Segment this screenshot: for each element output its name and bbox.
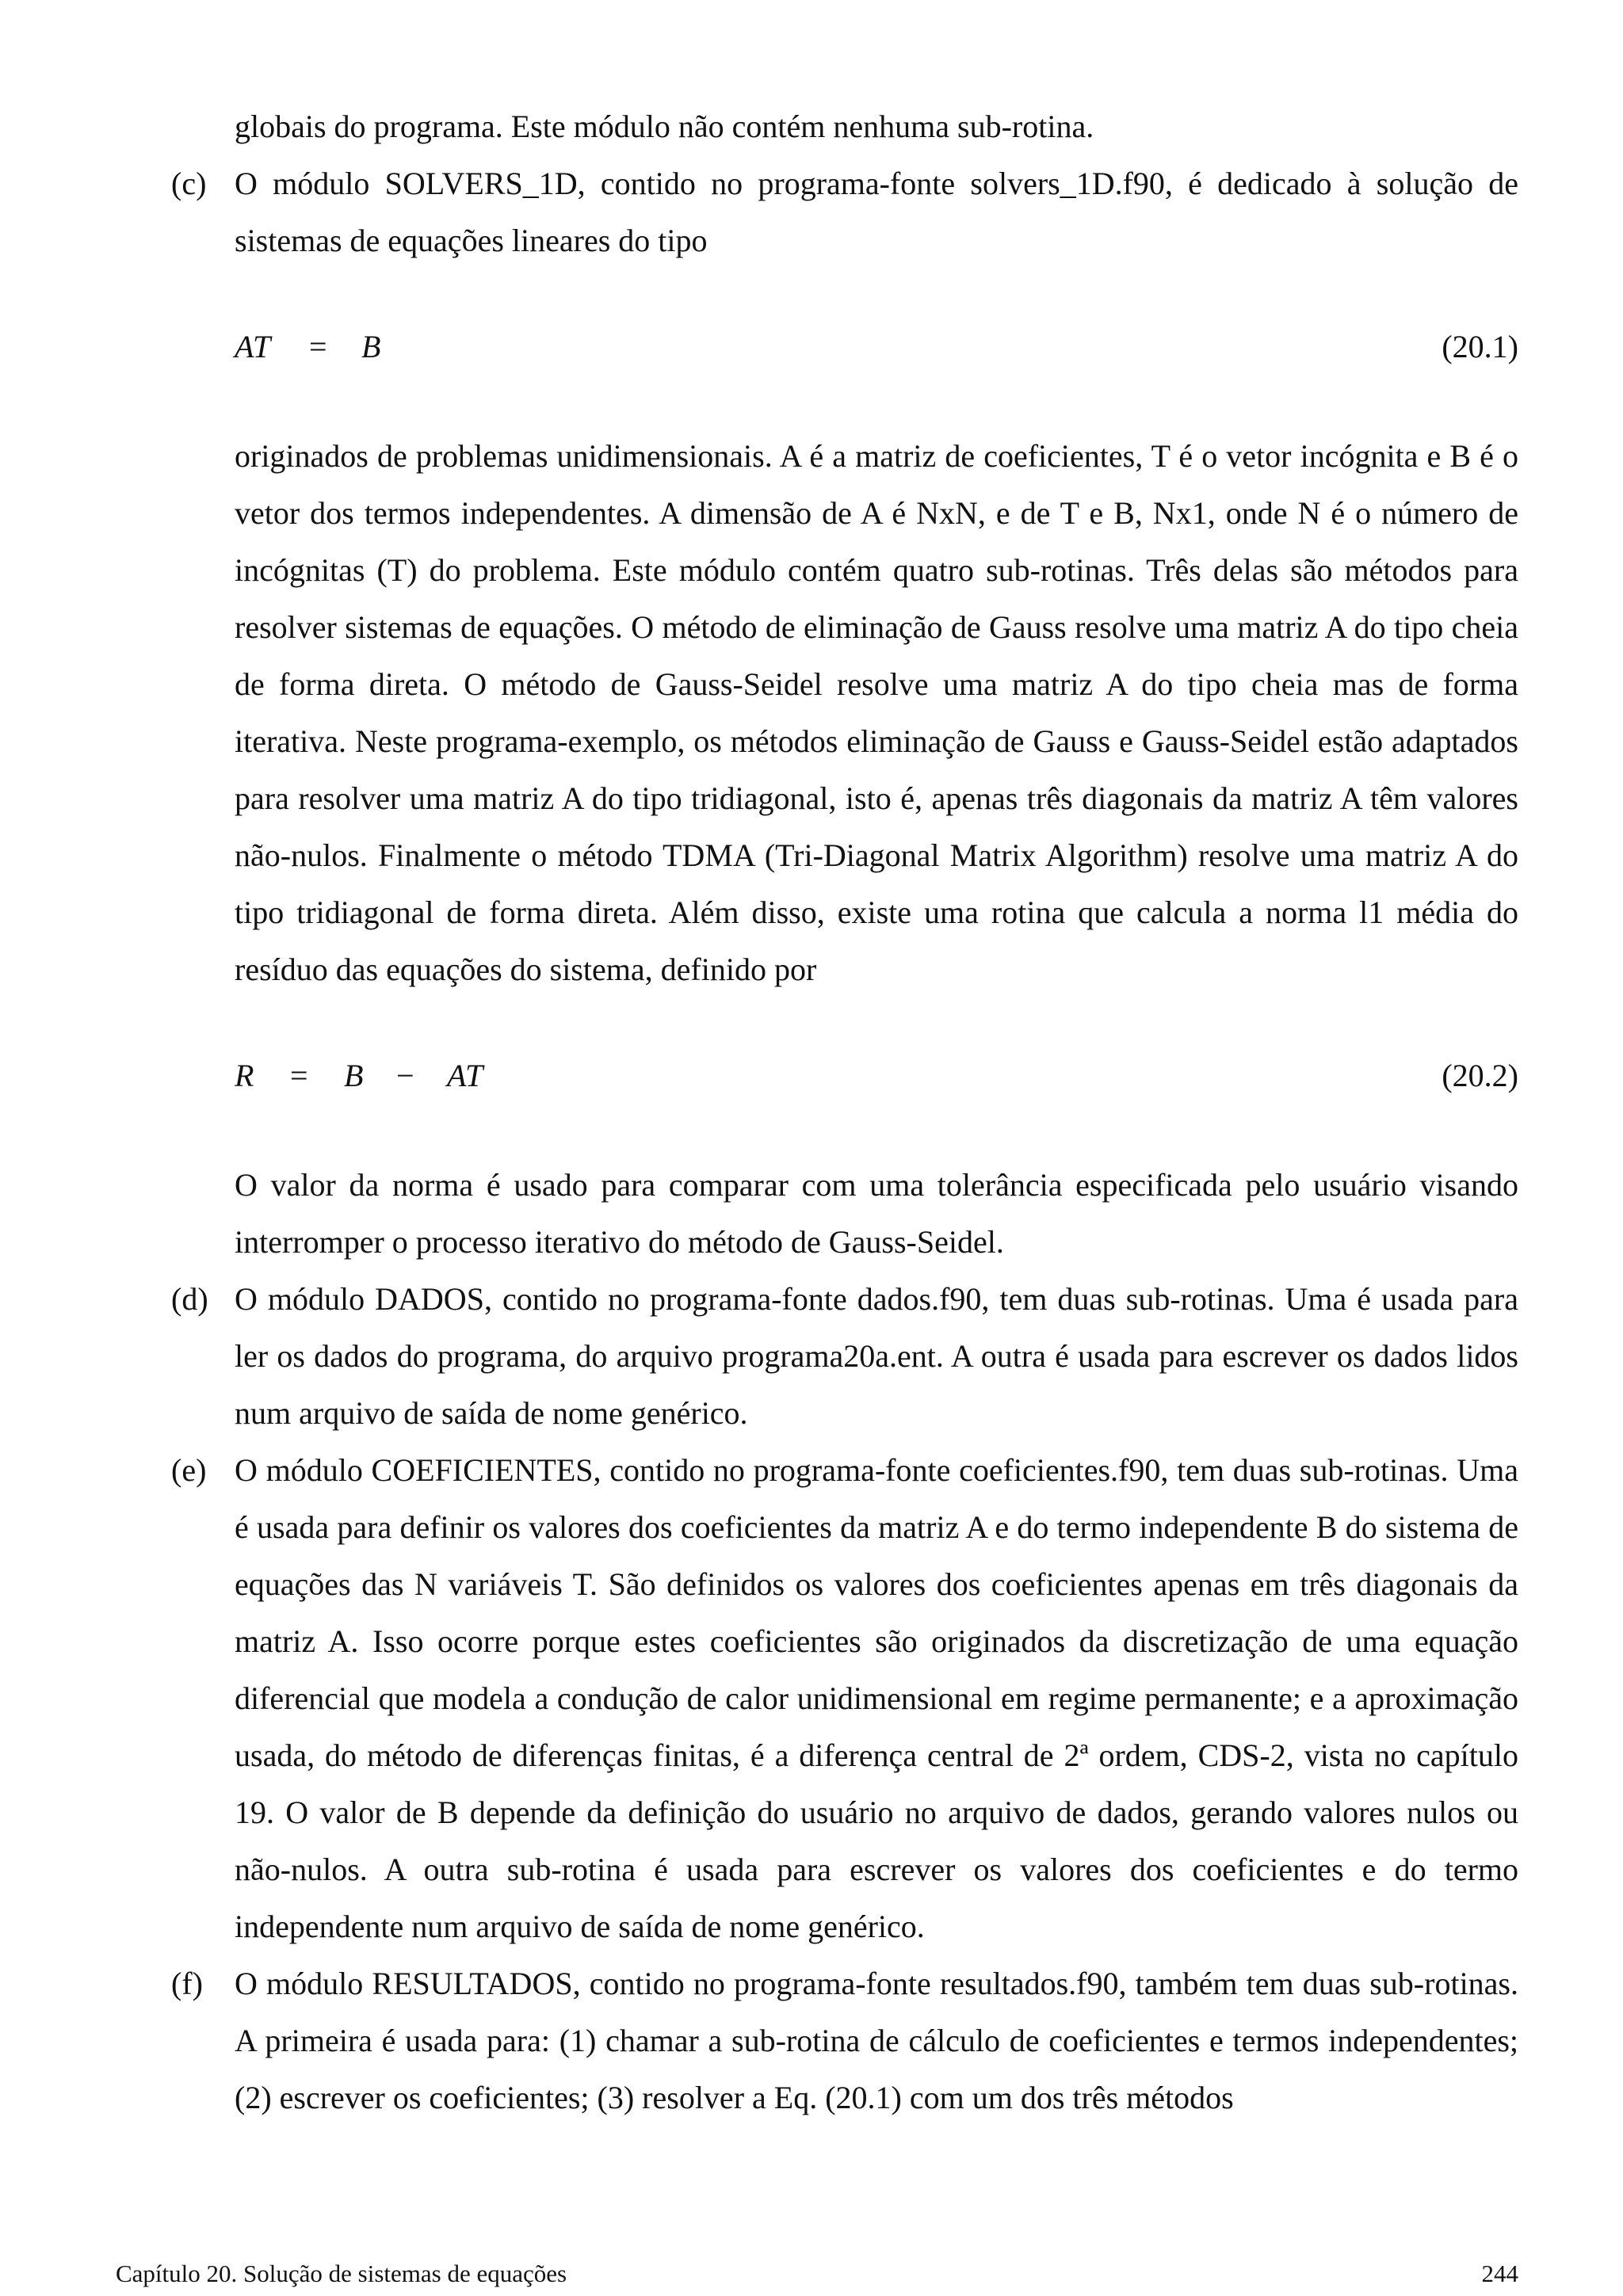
item-label-c: (c) — [171, 166, 207, 201]
eq2-minus: − — [396, 1058, 414, 1093]
page-body — [171, 98, 1518, 2126]
eq1-rhs: B — [361, 329, 381, 364]
eq1-lhs: AT — [235, 329, 271, 364]
footer-page-number: 244 — [1481, 2260, 1518, 2287]
paragraph-norm-usage: O valor da norma é usado para comparar com uma tolerância especificada pelo usuário visando interromper o processo iterativo do método de Gauss-Seidel. — [235, 1167, 1518, 1260]
footer-chapter-title: Capítulo 20. Solução de sistemas de equações — [116, 2260, 567, 2287]
eq2-term-b: B — [344, 1058, 364, 1093]
list-item-f — [171, 1955, 1518, 2126]
equation-number-20-2: (20.2) — [1442, 1058, 1518, 1093]
paragraph-continuation: globais do programa. Este módulo não contém nenhuma sub-rotina. — [235, 109, 1094, 144]
list-item-e — [171, 1442, 1518, 1955]
item-text-f: O módulo RESULTADOS, contido no programa-fonte resultados.f90, também tem duas sub-rotinas. A primeira é usada para: (1) chamar a sub-rotina de cálculo de coeficientes e termos independentes; (2) escrever os coeficientes; (3) resolver a Eq. (20.1) com um dos três métodos — [235, 1966, 1518, 2115]
eq2-lhs: R — [235, 1058, 254, 1093]
item-text-e: O módulo COEFICIENTES, contido no programa-fonte coeficientes.f90, tem duas sub-rotinas. Uma é usada para definir os valores dos coeficientes da matriz A e do termo independente B do sistema de equações das N variáveis T. São definidos os valores dos coeficientes apenas em três diagonais da matriz A. Isso ocorre porque estes coeficientes são originados da discretização de uma equação diferencial que modela a condução de calor unidimensional em regime permanente; e a aproximação usada, do método de diferenças finitas, é a diferença central de 2ª ordem, CDS-2, vista no capítulo 19. O valor de B depende da definição do usuário no arquivo de dados, gerando valores nulos ou não-nulos. A outra sub-rotina é usada para escrever os valores dos coeficientes e do termo independente num arquivo de saída de nome genérico. — [235, 1452, 1518, 1944]
item-text-c: O módulo SOLVERS_1D, contido no programa-fonte solvers_1D.f90, é dedicado à solução de sistemas de equações lineares do tipo — [235, 166, 1518, 258]
item-label-f: (f) — [171, 1966, 203, 2001]
item-label-e: (e) — [171, 1452, 207, 1488]
item-label-d: (d) — [171, 1281, 208, 1317]
eq2-equals: = — [290, 1058, 308, 1093]
paragraph-solvers-description: originados de problemas unidimensionais. A é a matriz de coeficientes, T é o vetor incógnita e B é o vetor dos termos independentes. A dimensão de A é NxN, e de T e B, Nx1, onde N é o número de incógnitas (T) do problema. Este módulo contém quatro sub-rotinas. Três delas são métodos para resolver sistemas de equações. O método de eliminação de Gauss resolve uma matriz A do tipo cheia de forma direta. O método de Gauss-Seidel resolve uma matriz A do tipo cheia mas de forma iterativa. Neste programa-exemplo, os métodos eliminação de Gauss e Gauss-Seidel estão adaptados para resolver uma matriz A do tipo tridiagonal, isto é, apenas três diagonais da matriz A têm valores não-nulos. Finalmente o método TDMA (Tri-Diagonal Matrix Algorithm) resolve uma matriz A do tipo tridiagonal de forma direta. Além disso, existe uma rotina que calcula a norma l1 média do resíduo das equações do sistema, definido por — [235, 438, 1518, 987]
item-text-d: O módulo DADOS, contido no programa-fonte dados.f90, tem duas sub-rotinas. Uma é usada para ler os dados do programa, do arquivo programa20a.ent. A outra é usada para escrever os dados lidos num arquivo de saída de nome genérico. — [235, 1281, 1518, 1431]
equation-20-1 — [235, 318, 1518, 376]
list-item-d — [171, 1271, 1518, 1442]
list-item-c — [171, 155, 1518, 269]
eq1-equals: = — [309, 329, 327, 364]
equation-20-2 — [235, 1047, 1518, 1104]
eq2-term-at: AT — [447, 1058, 483, 1093]
equation-number-20-1: (20.1) — [1442, 329, 1518, 364]
